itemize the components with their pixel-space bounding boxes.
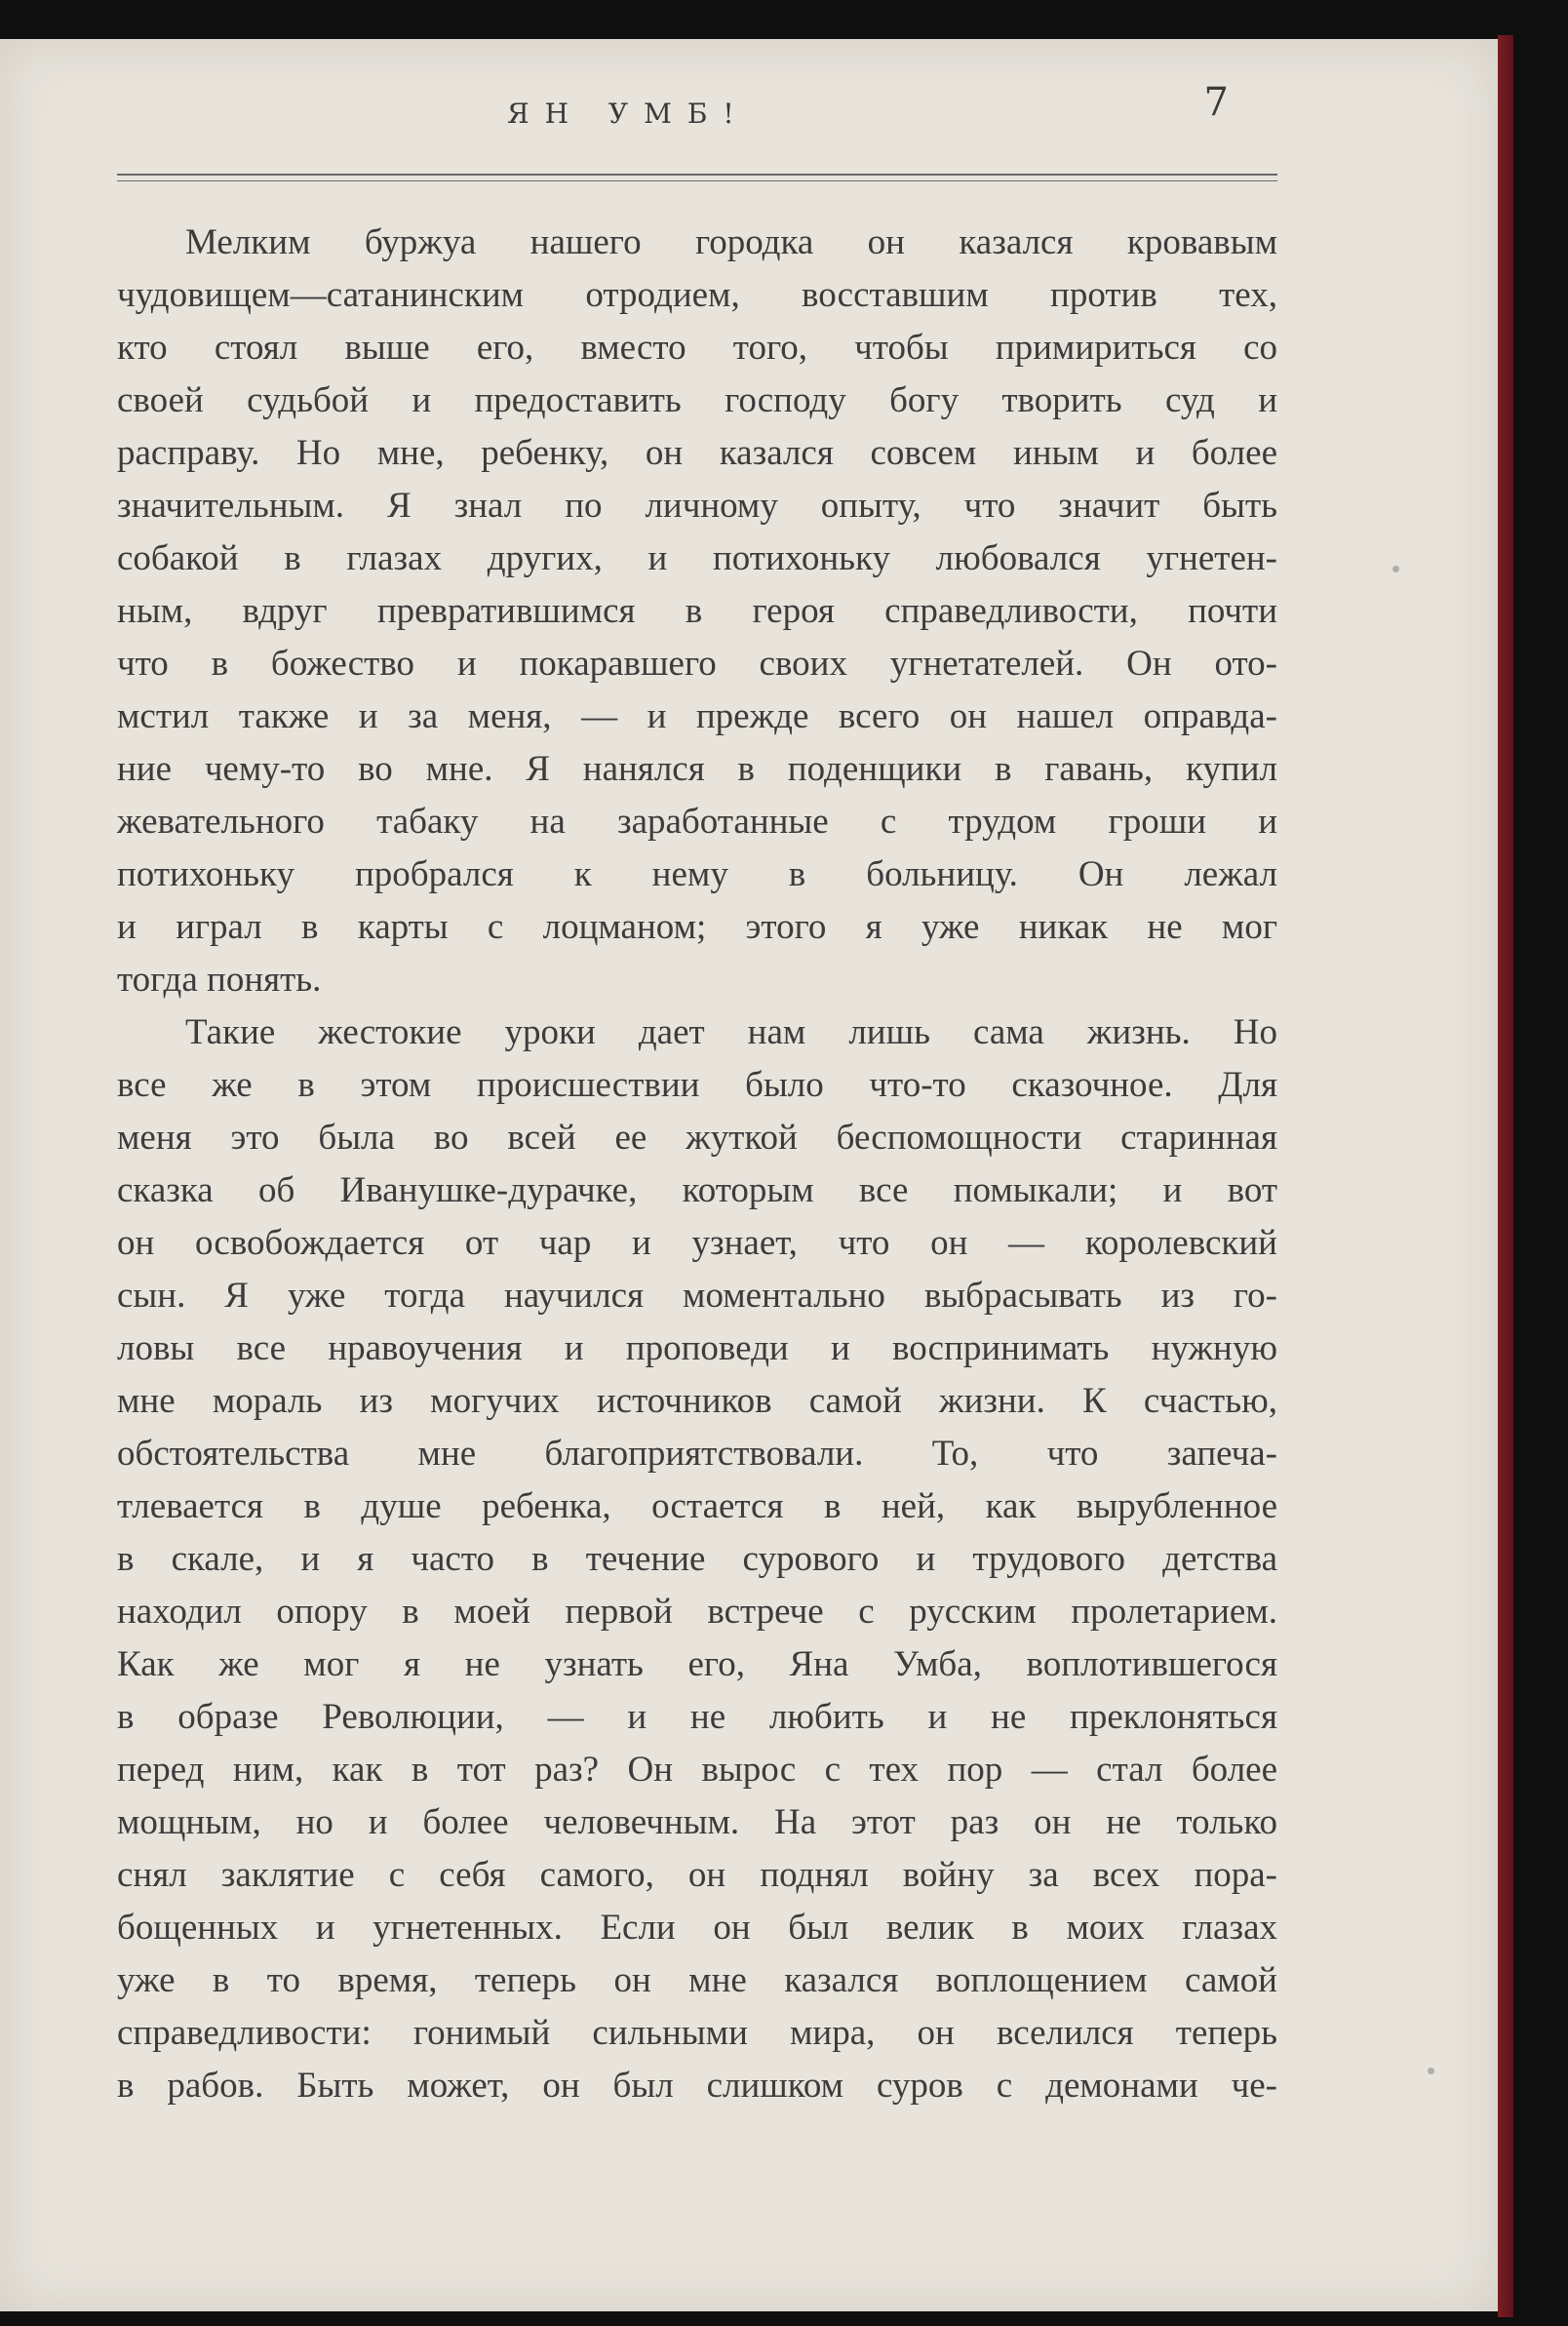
page-number: 7 — [1203, 80, 1229, 125]
text-line: и играл в карты с лоцманом; этого я уже никак не мог — [117, 907, 1277, 947]
text-line: тогда понять. — [117, 960, 322, 1000]
text-line: своей судьбой и предоставить господу богу творить суд и — [117, 380, 1277, 420]
text-line: жевательного табаку на заработанные с трудом гроши и — [117, 802, 1277, 842]
text-line: потихоньку пробрался к нему в больницу. Он лежал — [117, 854, 1277, 894]
text-line: Мелким буржуа нашего городка он казался кровавым — [185, 222, 1277, 262]
text-line: кто стоял выше его, вместо того, чтобы примириться со — [117, 328, 1277, 368]
text-line: снял заклятие с себя самого, он поднял войну за всех пора- — [117, 1855, 1277, 1895]
text-line: в скале, и я часто в течение сурового и трудового детства — [117, 1539, 1277, 1579]
paper-fleck — [1392, 566, 1399, 572]
text-line: ловы все нравоучения и проповеди и воспринимать нужную — [117, 1328, 1277, 1368]
text-line: что в божество и покаравшего своих угнетателей. Он ото- — [117, 644, 1277, 684]
paragraph-1 — [117, 217, 1277, 1006]
text-line: чудовищем—сатанинским отродием, восставшим против тех, — [117, 275, 1277, 315]
text-line: мощным, но и более человечным. На этот раз он не только — [117, 1802, 1277, 1842]
text-line: сын. Я уже тогда научился моментально выбрасывать из го- — [117, 1276, 1277, 1316]
text-line: обстоятельства мне благоприятствовали. То, что запеча- — [117, 1434, 1277, 1474]
text-line: все же в этом происшествии было что-то сказочное. Для — [117, 1065, 1277, 1105]
text-line: сказка об Иванушке-дурачке, которым все помыкали; и вот — [117, 1170, 1277, 1210]
text-line: расправу. Но мне, ребенку, он казался совсем иным и более — [117, 433, 1277, 473]
text-line: он освобождается от чар и узнает, что он — королевский — [117, 1223, 1277, 1263]
text-line: Как же мог я не узнать его, Яна Умба, воплотившегося — [117, 1644, 1277, 1684]
text-line: ние чему-то во мне. Я нанялся в поденщики в гавань, купил — [117, 749, 1277, 789]
running-title: ЯН УМБ! — [507, 98, 750, 130]
body-text — [117, 217, 1277, 2112]
text-line: значительным. Я знал по личному опыту, что значит быть — [117, 486, 1277, 526]
text-line: ным, вдруг превратившимся в героя справедливости, почти — [117, 591, 1277, 631]
text-line: собакой в глазах других, и потихоньку любовался угнетен- — [117, 538, 1277, 578]
page-header — [117, 80, 1277, 138]
text-line: в образе Революции, — и не любить и не преклоняться — [117, 1697, 1277, 1737]
text-line: справедливости: гонимый сильными мира, он вселился теперь — [117, 2013, 1277, 2053]
paragraph-2 — [117, 1006, 1277, 2112]
text-line: тлевается в душе ребенка, остается в ней, как вырубленное — [117, 1486, 1277, 1526]
text-line: мне мораль из могучих источников самой жизни. К счастью, — [117, 1381, 1277, 1421]
text-line: мстил также и за меня, — и прежде всего он нашел оправда- — [117, 696, 1277, 736]
paper-fleck — [1428, 2068, 1434, 2074]
text-line: в рабов. Быть может, он был слишком суров с демонами че- — [117, 2066, 1277, 2106]
text-line: Такие жестокие уроки дает нам лишь сама жизнь. Но — [185, 1012, 1277, 1052]
header-rule-thin — [117, 180, 1277, 181]
text-line: бощенных и угнетенных. Если он был велик в моих глазах — [117, 1908, 1277, 1948]
text-line: меня это была во всей ее жуткой беспомощности старинная — [117, 1118, 1277, 1158]
text-line: находил опору в моей первой встрече с русским пролетарием. — [117, 1592, 1277, 1632]
header-rule — [117, 174, 1277, 176]
text-line: уже в то время, теперь он мне казался воплощением самой — [117, 1960, 1277, 2000]
text-line: перед ним, как в тот раз? Он вырос с тех пор — стал более — [117, 1750, 1277, 1790]
book-spine-edge — [1498, 35, 1513, 2317]
